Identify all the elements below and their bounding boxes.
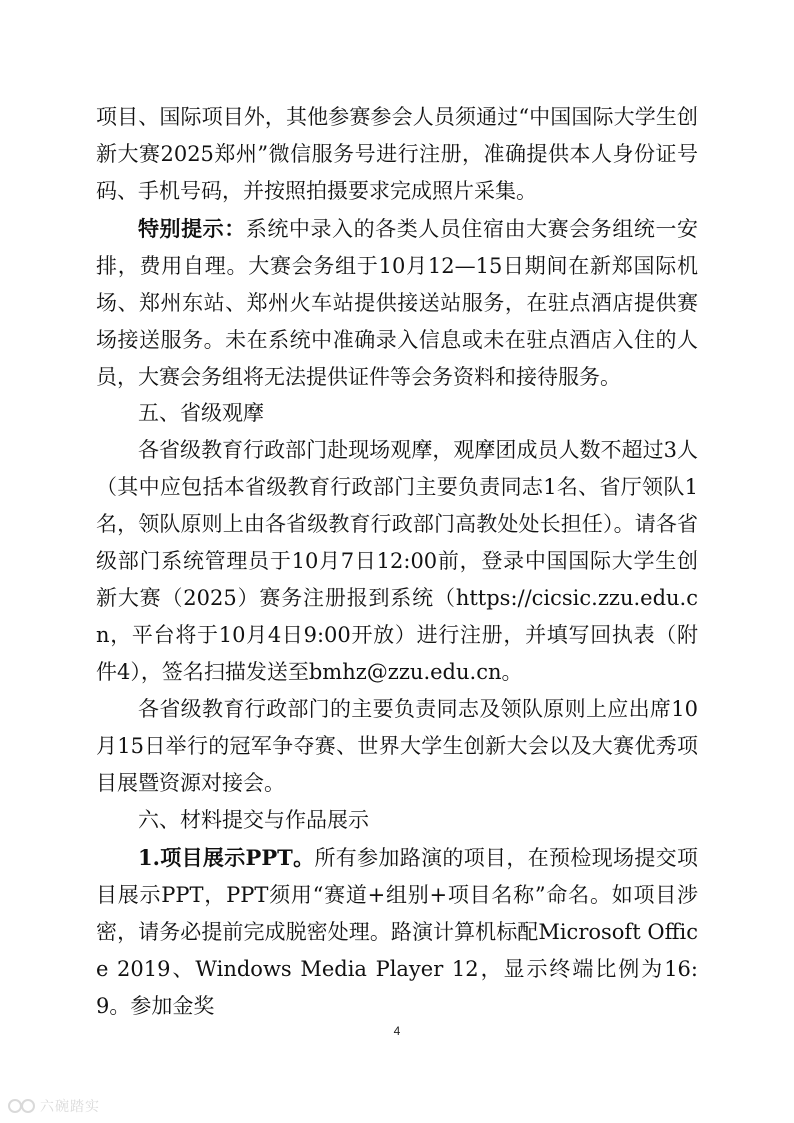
paragraph-attendance [96, 691, 698, 802]
watermark-text: 六碗踏实 [40, 1099, 100, 1115]
paragraph-special-notice [96, 210, 698, 396]
paragraph-observation-team [96, 432, 698, 691]
section-heading-provincial-observation: 五、省级观摩 [138, 401, 264, 425]
paragraph-text: 项目、国际项目外，其他参赛参会人员须通过“中国国际大学生创新大赛2025郑州”微信服务号进行注册，准确提供本人身份证号码、手机号码，并按照拍摄要求完成照片采集。 [96, 105, 698, 203]
page-number: 4 [393, 1024, 401, 1038]
paragraph-lead: 特别提示： [138, 216, 246, 241]
watermark-logo-icon [8, 1097, 36, 1115]
paragraph-text: 所有参加路演的项目，在预检现场提交项目展示PPT，PPT须用“赛道+组别+项目名称”命名。如项目涉密，请务必提前完成脱密处理。路演计算机标配Microsoft Office 2019、Windows Media Player 12，显示终端比例为16:9。参加金奖 [96, 846, 699, 1018]
section-heading-materials: 六、材料提交与作品展示 [138, 808, 369, 832]
paragraph-registration [96, 99, 698, 210]
paragraph-text: 各省级教育行政部门的主要负责同志及领队原则上应出席10月15日举行的冠军争夺赛、世界大学生创新大会以及大赛优秀项目展暨资源对接会。 [96, 697, 698, 795]
paragraph-lead: 1.项目展示PPT。 [138, 845, 315, 870]
paragraph-text: 系统中录入的各类人员住宿由大赛会务组统一安排，费用自理。大赛会务组于10月12—15日期间在新郑国际机场、郑州东站、郑州火车站提供接送站服务，在驻点酒店提供赛场接送服务。未在系统中准确录入信息或未在驻点酒店入住的人员，大赛会务组将无法提供证件等会务资料和接待服务。 [96, 217, 699, 389]
watermark [8, 1096, 100, 1116]
paragraph-text: 各省级教育行政部门赴现场观摩，观摩团成员人数不超过3人（其中应包括本省级教育行政部门主要负责同志1名、省厅领队1名，领队原则上由各省级教育行政部门高教处处长担任）。请各省级部门系统管理员于10月7日12:00前，登录中国国际大学生创新大赛（2025）赛务注册报到系统（https://cicsic.zzu.edu.cn，平台将于10月4日9:00开放）进行注册，并填写回执表（附件4），签名扫描发送至bmhz@zzu.edu.cn。 [96, 438, 698, 684]
paragraph-ppt [96, 839, 698, 1025]
